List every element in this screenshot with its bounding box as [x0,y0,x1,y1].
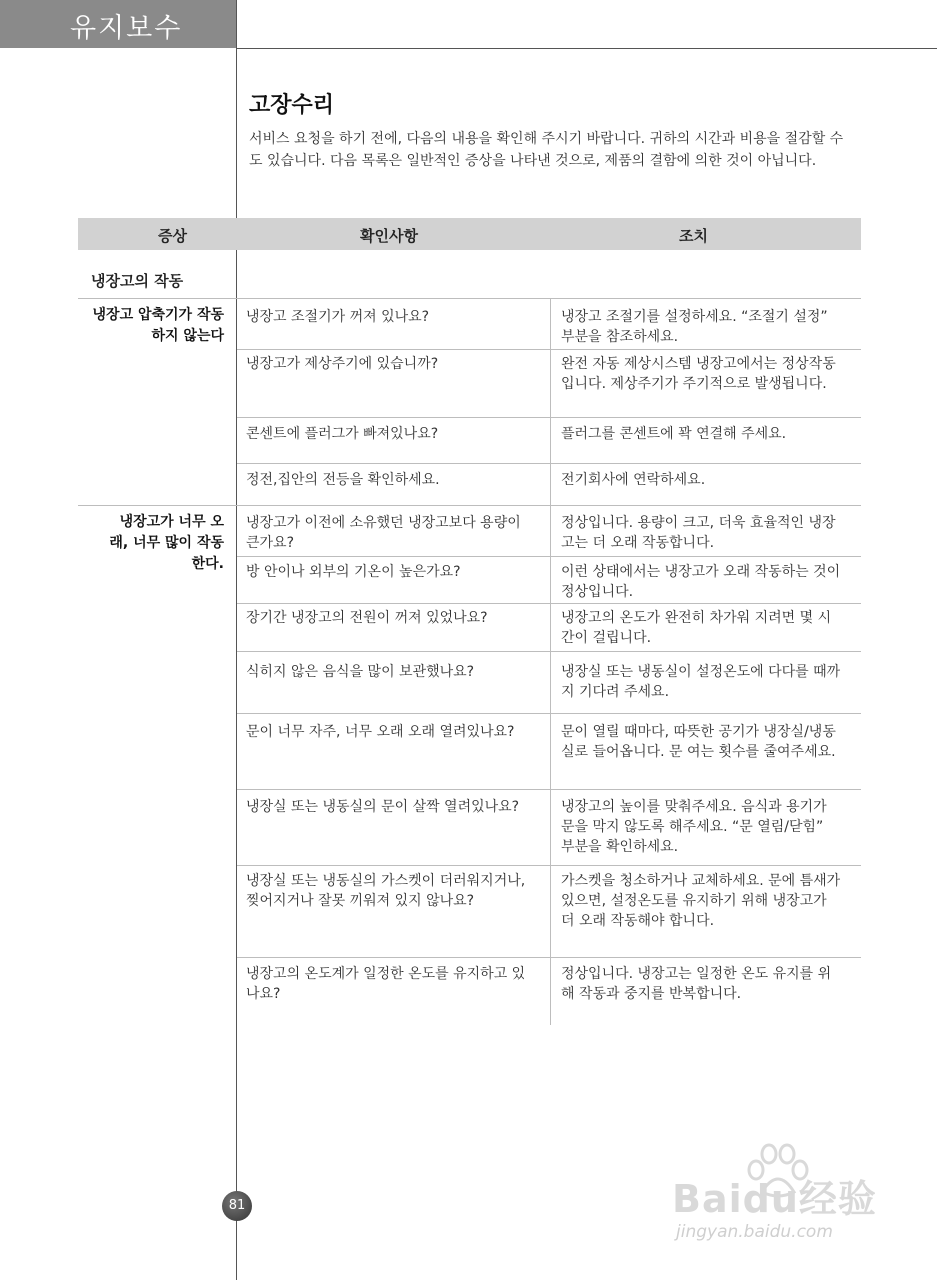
check-cell: 콘센트에 플러그가 빠져있나요? [246,426,439,442]
symptom-label: 냉장고가 너무 오래, 너무 많이 작동한다. [109,514,224,572]
row-divider [237,789,861,790]
watermark-brand: Baidu经验 [672,1177,877,1221]
action-cell: 전기회사에 연락하세요. [561,472,706,488]
action-cell: 냉장고의 높이를 맞춰주세요. 음식과 용기가 문을 막지 않도록 해주세요. “문 열림/닫힘” 부분을 확인하세요. [561,799,827,855]
action-cell: 가스켓을 청소하거나 교체하세요. 문에 틈새가 있으면, 설정온도를 유지하기 위해 냉장고가 더 오래 작동해야 합니다. [561,873,841,929]
check-cell: 냉장고가 제상주기에 있습니까? [246,356,439,372]
watermark-url: jingyan.baidu.com [676,1222,833,1242]
row-divider [237,651,861,652]
watermark [672,1140,892,1270]
check-cell: 정전,집안의 전등을 확인하세요. [246,472,440,488]
row-divider [237,713,861,714]
check-cell: 냉장고가 이전에 소유했던 냉장고보다 용량이 큰가요? [246,515,521,551]
group-divider [78,505,861,506]
action-cell: 이런 상태에서는 냉장고가 오래 작동하는 것이 정상입니다. [561,564,841,600]
table-header [78,218,861,250]
header-rule [236,48,937,49]
row-divider [237,603,861,604]
row-divider [237,463,861,464]
action-cell: 냉장고의 온도가 완전히 차가워 지려면 몇 시간이 걸립니다. [561,610,832,646]
check-cell: 장기간 냉장고의 전원이 꺼져 있었나요? [246,610,488,626]
action-cell: 정상입니다. 냉장고는 일정한 온도 유지를 위해 작동과 중지를 반복합니다. [561,966,832,1002]
header-symptom: 증상 [158,227,187,245]
margin-rule [236,0,237,1280]
check-cell: 문이 너무 자주, 너무 오래 오래 열려있나요? [246,724,515,740]
action-cell: 정상입니다. 용량이 크고, 더욱 효율적인 냉장고는 더 오래 작동합니다. [561,515,836,551]
header-check: 확인사항 [360,227,418,245]
row-divider [237,417,861,418]
page-number: 81 [222,1191,252,1221]
column-divider [550,505,551,1025]
action-cell: 완전 자동 제상시스템 냉장고에서는 정상작동 입니다. 제상주기가 주기적으로 발생됩니다. [561,356,836,392]
row-divider [237,556,861,557]
section-tab [0,0,236,48]
symptom-label: 냉장고 압축기가 작동하지 않는다 [92,307,224,344]
action-cell: 냉장실 또는 냉동실이 설정온도에 다다를 때까지 기다려 주세요. [561,664,841,700]
check-cell: 냉장실 또는 냉동실의 문이 살짝 열려있나요? [246,799,520,815]
intro-paragraph: 서비스 요청을 하기 전에, 다음의 내용을 확인해 주시기 바랍니다. 귀하의 시간과 비용을 절감할 수도 있습니다. 다음 목록은 일반적인 증상을 나타낸 것으로, 제품의 결함에 의한 것이 아닙니다. [249,131,844,169]
group-divider [78,298,861,299]
section-tab-label: 유지보수 [70,13,183,44]
check-cell: 냉장실 또는 냉동실의 가스켓이 더러워지거나, 찢어지거나 잘못 끼워져 있지 않나요? [246,873,526,909]
section-title: 냉장고의 작동 [91,272,184,290]
action-cell: 문이 열릴 때마다, 따뜻한 공기가 냉장실/냉동실로 들어옵니다. 문 여는 횟수를 줄여주세요. [561,724,836,760]
check-cell: 식히지 않은 음식을 많이 보관했나요? [246,664,475,680]
action-cell: 냉장고 조절기를 설정하세요. “조절기 설정” 부분을 참조하세요. [561,309,828,345]
row-divider [237,865,861,866]
header-action: 조치 [679,227,708,245]
check-cell: 냉장고의 온도계가 일정한 온도를 유지하고 있나요? [246,966,526,1002]
action-cell: 플러그를 콘센트에 꽉 연결해 주세요. [561,426,787,442]
row-divider [237,349,861,350]
check-cell: 방 안이나 외부의 기온이 높은가요? [246,564,461,580]
column-divider [550,298,551,505]
check-cell: 냉장고 조절기가 꺼져 있나요? [246,309,430,325]
page-title: 고장수리 [249,93,335,118]
row-divider [237,957,861,958]
